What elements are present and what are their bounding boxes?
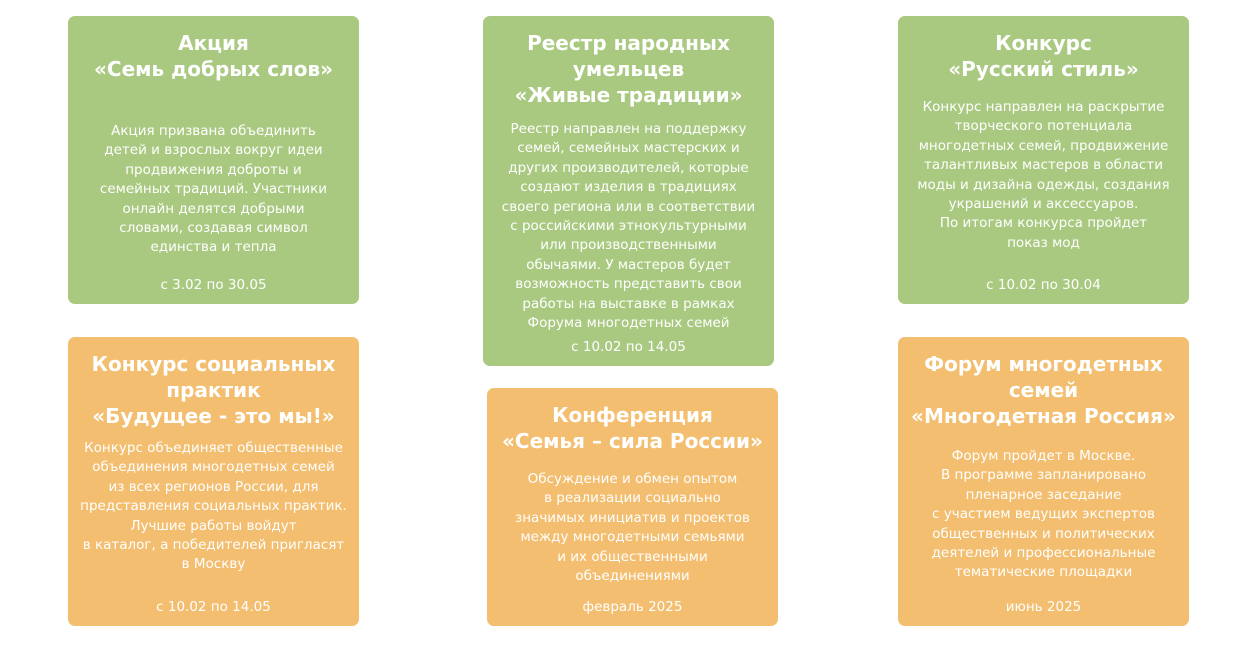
card-date: с 3.02 по 30.05: [160, 277, 267, 293]
card-title: Конференция «Семья – сила России»: [502, 403, 763, 453]
card-date: с 10.02 по 30.04: [986, 277, 1101, 293]
card-date: февраль 2025: [582, 599, 683, 615]
event-card-mnogodetnaya-rossiya[interactable]: [898, 337, 1189, 626]
card-title: Конкурс «Русский стиль»: [948, 31, 1139, 81]
card-title: Акция «Семь добрых слов»: [93, 31, 334, 81]
card-description: Реестр направлен на поддержку семей, семейных мастерских и других производителей, которые создают изделия в традициях своего региона или в соответствии с российскими этнокультурными или производственными обычаями. У мастеров будет возможность представить свои работы на выставке в рамках Форума многодетных семей: [501, 121, 756, 332]
card-date: с 10.02 по 14.05: [156, 599, 271, 615]
card-title: Конкурс социальных практик «Будущее - это мы!»: [91, 352, 336, 428]
event-card-semya-sila-rossii[interactable]: [487, 388, 778, 626]
card-title: Реестр народных умельцев «Живые традиции»: [514, 31, 743, 107]
card-title: Форум многодетных семей «Многодетная Россия»: [911, 352, 1176, 428]
card-date: июнь 2025: [1005, 599, 1082, 615]
card-date: с 10.02 по 14.05: [571, 339, 686, 355]
card-description: Форум пройдет в Москве. В программе запланировано пленарное заседание с участием ведущих экспертов общественных и политических деятелей и профессиональные тематические площадки: [931, 448, 1156, 581]
event-card-semь-dobryh-slov[interactable]: [68, 16, 359, 304]
card-description: Конкурс объединяет общественные объединения многодетных семей из всех регионов России, для представления социальных практик. Лучшие работы войдут в каталог, а победителей пригласят в Москву: [80, 440, 347, 573]
event-card-zhivye-tradicii[interactable]: [483, 16, 774, 366]
card-description: Обсуждение и обмен опытом в реализации социально значимых инициатив и проектов между многодетными семьями и их общественными объединениями: [515, 471, 750, 585]
card-description: Конкурс направлен на раскрытие творческого потенциала многодетных семей, продвижение талантливых мастеров в области моды и дизайна одежды, создания украшений и аксессуаров. По итогам конкурса пройдет показ мод: [917, 99, 1170, 251]
event-card-budushchee-eto-my[interactable]: [68, 337, 359, 626]
card-description: Акция призвана объединить детей и взрослых вокруг идеи продвижения доброты и семейных традиций. Участники онлайн делятся добрыми словами, создавая символ единства и тепла: [99, 123, 328, 256]
event-card-russkiy-stil[interactable]: [898, 16, 1189, 304]
